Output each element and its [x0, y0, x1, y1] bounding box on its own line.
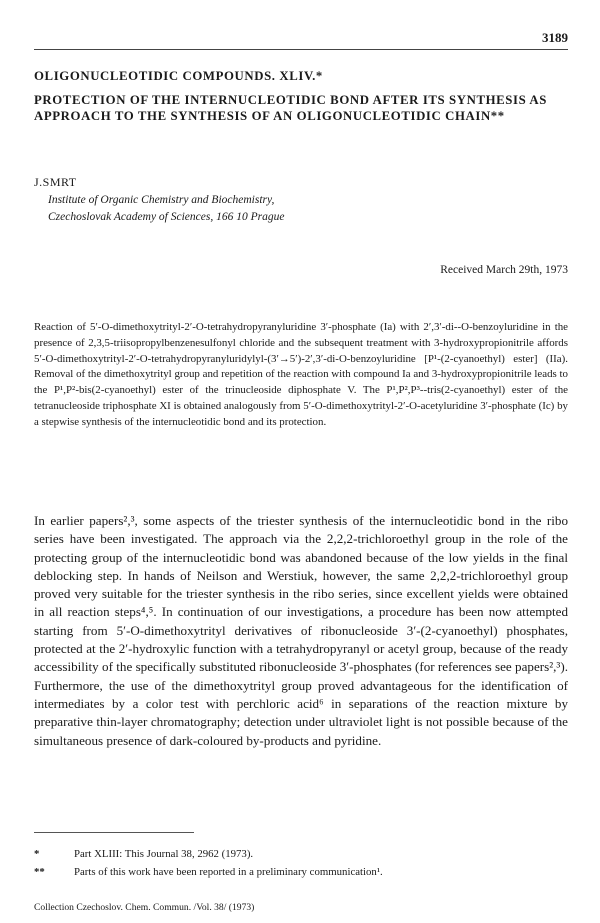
footnote-1 [34, 848, 568, 860]
affiliation-academy: Czechoslovak Academy of Sciences, 166 10 Prague [48, 211, 285, 223]
series-title: OLIGONUCLEOTIDIC COMPOUNDS. XLIV.* [34, 69, 323, 83]
page-number: 3189 [542, 30, 568, 45]
footnote-text: Part XLIII: This Journal 38, 2962 (1973). [74, 848, 254, 860]
footnote-mark: * [34, 848, 40, 860]
article-title: PROTECTION OF THE INTERNUCLEOTIDIC BOND AFTER ITS SYNTHESIS AS APPROACH TO THE SYNTHESIS OF AN OLIGONUCLEOTIDIC CHAIN** [34, 93, 547, 123]
abstract: Reaction of 5′-O-dimethoxytrityl-2′-O-tetrahydropyranyluridine 3′-phosphate (Ia) with 2′,3′-di--O-benzoyluridine in the presence of 2,3,5-triisopropylbenzenesulfonyl chloride and the subsequent treatment with 3-hydroxypropionitrile affords 5′-O-dimethoxytrityl-2′-O-tetrahydropyranyluridylyl-(3′→5′)-2′,3′-di-O-benzoyluridine [P¹-(2-cyanoethyl) ester] (IIa). Removal of the dimethoxytrityl group and repetition of the reaction with compound Ia and 3-hydroxypropionitrile leads to the P¹,P²-bis(2-cyanoethyl) ester of the trinucleoside diphosphate V. The P¹,P²,P³--tris(2-cyanoethyl) ester of the tetranucleoside triphosphate XI is obtained analogously from 5′-O-dimethoxytrityl-2′-O-acetyluridine 3′-phosphate (Ic) by a stepwise synthesis of the internucleotidic bond and its protection. [34, 321, 568, 428]
footnote-2 [34, 866, 568, 878]
footnote-text: Parts of this work have been reported in a preliminary communication¹. [74, 866, 383, 878]
footnote-mark: ** [34, 866, 45, 878]
affiliation-institute: Institute of Organic Chemistry and Biochemistry, [48, 194, 275, 206]
received-date: Received March 29th, 1973 [440, 264, 568, 276]
body-paragraph: In earlier papers²,³, some aspects of the triester synthesis of the internucleotidic bond in the ribo series have been investigated. The approach via the 2,2,2-trichloroethyl group in the role of the protecting group of the internucleotidic bond was abandoned because of the low yields in the final deblocking step. In hands of Neilson and Werstiuk, however, the same 2,2,2-trichloroethyl group proved very suitable for the triester synthesis in the ribo series, since excellent yields were obtained in all reaction steps⁴,⁵. In continuation of our investigations, a procedure has been now attempted starting from 5′-O-dimethoxytrityl derivatives of ribonucleoside 3′-(2-cyanoethyl) phosphates, protected at the 2′-hydroxylic function with a tetrahydropyranyl or acetyl group, because of the ready accessibility of the specifically substituted ribonucleoside 3′-phosphates (for references see papers²,³). Furthermore, the use of the dimethoxytrityl group proved advantageous for the identification of intermediates by a color test with perchloric acid⁶ in separations of the reaction mixture by preparative thin-layer chromatography; detection under ultraviolet light is not possible because of the simultaneous presence of dark-coloured by-products and pyridine. [34, 513, 568, 748]
author-name: J.SMRT [34, 175, 77, 189]
header-rule [34, 49, 568, 50]
journal-footer: Collection Czechoslov. Chem. Commun. /Vol. 38/ (1973) [34, 902, 255, 913]
footnote-rule [34, 832, 194, 833]
